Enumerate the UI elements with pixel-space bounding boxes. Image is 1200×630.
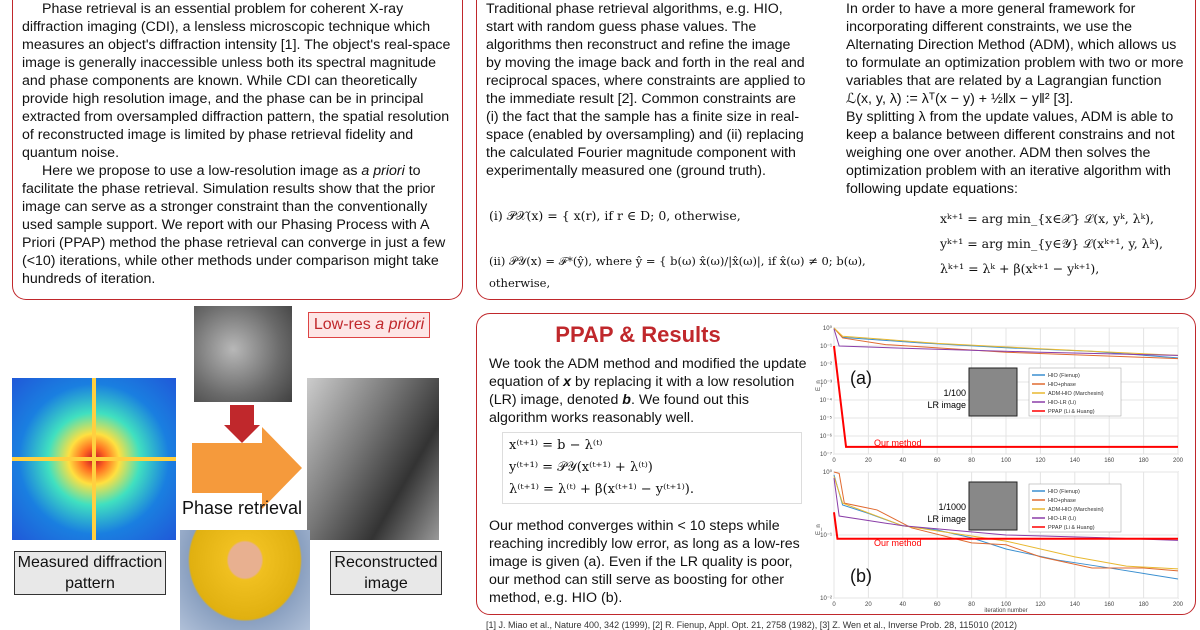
- text-italic: a priori: [361, 163, 405, 179]
- y-tick-label: 10⁻¹: [820, 344, 832, 350]
- y-tick-label: 10⁻¹: [820, 533, 832, 539]
- text: . We found out this algorithm works reasonably well.: [489, 392, 749, 426]
- adm-equations: [940, 206, 1190, 281]
- x-tick-label: 200: [1172, 602, 1184, 608]
- y-tick-label: 10⁻⁶: [819, 434, 832, 440]
- y-tick-label: 10⁰: [822, 470, 832, 476]
- equation-ii: (ii) 𝒫𝒴(x) = ℱ*(ŷ), where ŷ = { b(ω) x̂(ω)/|x̂(ω)|, if x̂(ω) ≠ 0; b(ω), otherwise,: [489, 254, 866, 290]
- lr-inset-image: [969, 482, 1017, 530]
- text: Low-res: [313, 316, 376, 333]
- legend-label: ADM-HIO (Marchesini): [1048, 507, 1104, 513]
- intro-paragraph-2: [22, 162, 452, 288]
- ppap-equation-lambda: λ⁽ᵗ⁺¹⁾ = λ⁽ᵗ⁾ + β(x⁽ᵗ⁺¹⁾ − y⁽ᵗ⁺¹⁾).: [509, 482, 695, 497]
- x-tick-label: 20: [865, 602, 872, 608]
- reconstructed-image: [307, 378, 439, 540]
- inset-label: 1/100: [943, 388, 966, 398]
- inset-label: 1/1000: [938, 502, 966, 512]
- measured-caption: Measured diffraction pattern: [14, 551, 166, 595]
- diffraction-cross-v: [92, 378, 96, 540]
- y-tick-label: 10⁻⁵: [819, 416, 832, 422]
- traditional-text: Traditional phase retrieval algorithms, e.g. HIO, start with random guess phase values. The algorithms then reconstruct and refine the image by moving the image back and forth in the real and reciprocal spaces, where constraints are applied to the immediate result [2]. Common constraints are (i) the fact that the sample has a finite size in real-space (enabled by oversampling) and (ii) replacing the calculated Fourier magnitude component with experimentally measured one (ground truth).: [486, 1, 806, 179]
- y-tick-label: 10⁻²: [820, 596, 832, 602]
- x-tick-label: 160: [1104, 458, 1115, 464]
- results-charts: [812, 318, 1192, 614]
- update-equation-x: xᵏ⁺¹ = arg min_{x∈𝒳} ℒ(x, yᵏ, λᵏ),: [940, 211, 1154, 226]
- equation-i: (i) 𝒫𝒳(x) = { x(r), if r ∈ D; 0, otherwise,: [489, 208, 741, 223]
- x-tick-label: 160: [1104, 602, 1115, 608]
- adm-text: [846, 0, 1191, 198]
- adm-paragraph-2: By splitting λ from the update values, ADM is able to keep a balance between different constrains and not weighing one over another. ADM then solves the optimization problem with an iterative algorithm with following update equations:: [846, 109, 1175, 197]
- panel-label: (a): [850, 368, 872, 388]
- legend-label: HIO-LR (Li): [1048, 400, 1077, 406]
- text-bold: b: [622, 392, 631, 408]
- y-tick-label: 10⁻²: [820, 362, 832, 368]
- x-tick-label: 80: [968, 458, 975, 464]
- y-tick-label: 10⁻⁷: [819, 452, 832, 458]
- results-paragraph-1: [489, 355, 809, 427]
- update-equation-lambda: λᵏ⁺¹ = λᵏ + β(xᵏ⁺¹ − yᵏ⁺¹),: [940, 261, 1100, 276]
- x-axis-label: iteration number: [984, 608, 1028, 614]
- legend-label: PPAP (Li & Huang): [1048, 525, 1095, 531]
- legend-label: ADM-HIO (Marchesini): [1048, 391, 1104, 397]
- x-tick-label: 180: [1138, 458, 1149, 464]
- right-arrow-head-icon: [262, 427, 302, 509]
- x-tick-label: 120: [1035, 458, 1046, 464]
- text: by replacing it with a low resolution (LR) image, denoted: [489, 374, 795, 408]
- text-italic: a priori: [375, 316, 425, 333]
- lr-inset-image: [969, 368, 1017, 416]
- y-tick-label: 10⁻³: [820, 380, 832, 386]
- intro-text: [22, 0, 452, 288]
- y-axis-label: E_n: [816, 524, 822, 535]
- x-tick-label: 60: [933, 458, 941, 464]
- annotation-our-method: Our method: [874, 538, 922, 548]
- x-tick-label: 100: [1000, 458, 1012, 464]
- x-tick-label: 80: [968, 602, 975, 608]
- inset-label: LR image: [927, 400, 966, 410]
- legend-label: HIO (Fienup): [1048, 373, 1080, 379]
- legend-label: PPAP (Li & Huang): [1048, 409, 1095, 415]
- x-tick-label: 140: [1069, 458, 1080, 464]
- ppap-equation-y: y⁽ᵗ⁺¹⁾ = 𝒫𝒴(x⁽ᵗ⁺¹⁾ + λ⁽ᵗ⁾): [509, 460, 653, 475]
- results-title: PPAP & Results: [555, 322, 721, 347]
- inset-label: LR image: [927, 514, 966, 524]
- text: Here we propose to use a low-resolution image as: [42, 163, 362, 179]
- x-tick-label: 40: [899, 602, 907, 608]
- annotation-our-method: Our method: [874, 438, 922, 448]
- ppap-equation-x: x⁽ᵗ⁺¹⁾ = b − λ⁽ᵗ⁾: [509, 438, 603, 453]
- update-equation-y: yᵏ⁺¹ = arg min_{y∈𝒴} ℒ(xᵏ⁺¹, y, λᵏ),: [940, 236, 1164, 251]
- x-tick-label: 40: [899, 458, 907, 464]
- text: to facilitate the phase retrieval. Simulation results show that the prior image can serve as a stronger constraint than the conventionally used sample support. We report with our Phasing Process with A Priori (PPAP) method the phase retrieval can converge in just a few (<10) iterations, while other methods under comparison might take hundreds of iteration.: [22, 163, 446, 287]
- lowres-label: [308, 312, 430, 338]
- legend-label: HIO (Fienup): [1048, 489, 1080, 495]
- person-photo: [180, 530, 310, 630]
- x-tick-label: 60: [933, 602, 941, 608]
- y-tick-label: 10⁻⁴: [819, 398, 832, 404]
- panel-label: (b): [850, 566, 872, 586]
- x-tick-label: 0: [832, 602, 836, 608]
- x-tick-label: 180: [1138, 602, 1149, 608]
- adm-paragraph-1: In order to have a more general framework for incorporating different constraints, we use the Alternating Direction Method (ADM), which allows us to formulate an optimization problem with two or more variables that are related by a Lagrangian function ℒ(x, y, λ) := λᵀ(x − y) + ½‖x − y‖² [3].: [846, 1, 1184, 107]
- references: [1] J. Miao et al., Nature 400, 342 (1999), [2] R. Fienup, Appl. Opt. 21, 2758 (1982), [3] Z. Wen et al., Inverse Prob. 28, 115010 (2012): [486, 620, 1017, 630]
- x-tick-label: 140: [1069, 602, 1080, 608]
- x-tick-label: 20: [865, 458, 872, 464]
- y-axis-label: E_n: [816, 380, 822, 391]
- ppap-equations: [502, 432, 802, 504]
- text: We took the ADM method and modified the update equation of: [489, 356, 807, 390]
- right-arrow-icon: [192, 443, 262, 493]
- intro-paragraph-1: Phase retrieval is an essential problem for coherent X-ray diffraction imaging (CDI), a lensless microscopic technique which measures an object's diffraction intensity [1]. The object's real-space image is generally inaccessible unless both its spectral magnitude and phase components are known. While CDI can theoretically provide high resolution image, and the phase can be in principal extracted from oversampled diffraction pattern, the spatial resolution of reconstructed image is limited by phase retrieval fidelity and quantum noise.: [22, 1, 451, 161]
- legend-label: HIO-LR (Li): [1048, 516, 1077, 522]
- lowres-image: [194, 306, 292, 402]
- down-arrow-head-icon: [224, 425, 260, 443]
- x-tick-label: 100: [1000, 602, 1012, 608]
- text-bold: x: [563, 374, 572, 390]
- legend-label: HIO+phase: [1048, 498, 1076, 504]
- diffraction-pattern-image: [12, 378, 176, 540]
- y-tick-label: 10⁰: [822, 326, 832, 332]
- x-tick-label: 0: [832, 458, 836, 464]
- x-tick-label: 200: [1172, 458, 1184, 464]
- legend-label: HIO+phase: [1048, 382, 1076, 388]
- x-tick-label: 120: [1035, 602, 1046, 608]
- results-paragraph-2: Our method converges within < 10 steps while reaching incredibly low error, as long as a low-res image is given (a). Even if the LR quality is poor, our method can still serve as boosting for other method, e.g. HIO (b).: [489, 518, 800, 606]
- reconstructed-caption: Reconstructed image: [330, 551, 442, 595]
- phase-retrieval-label: Phase retrieval: [182, 498, 303, 518]
